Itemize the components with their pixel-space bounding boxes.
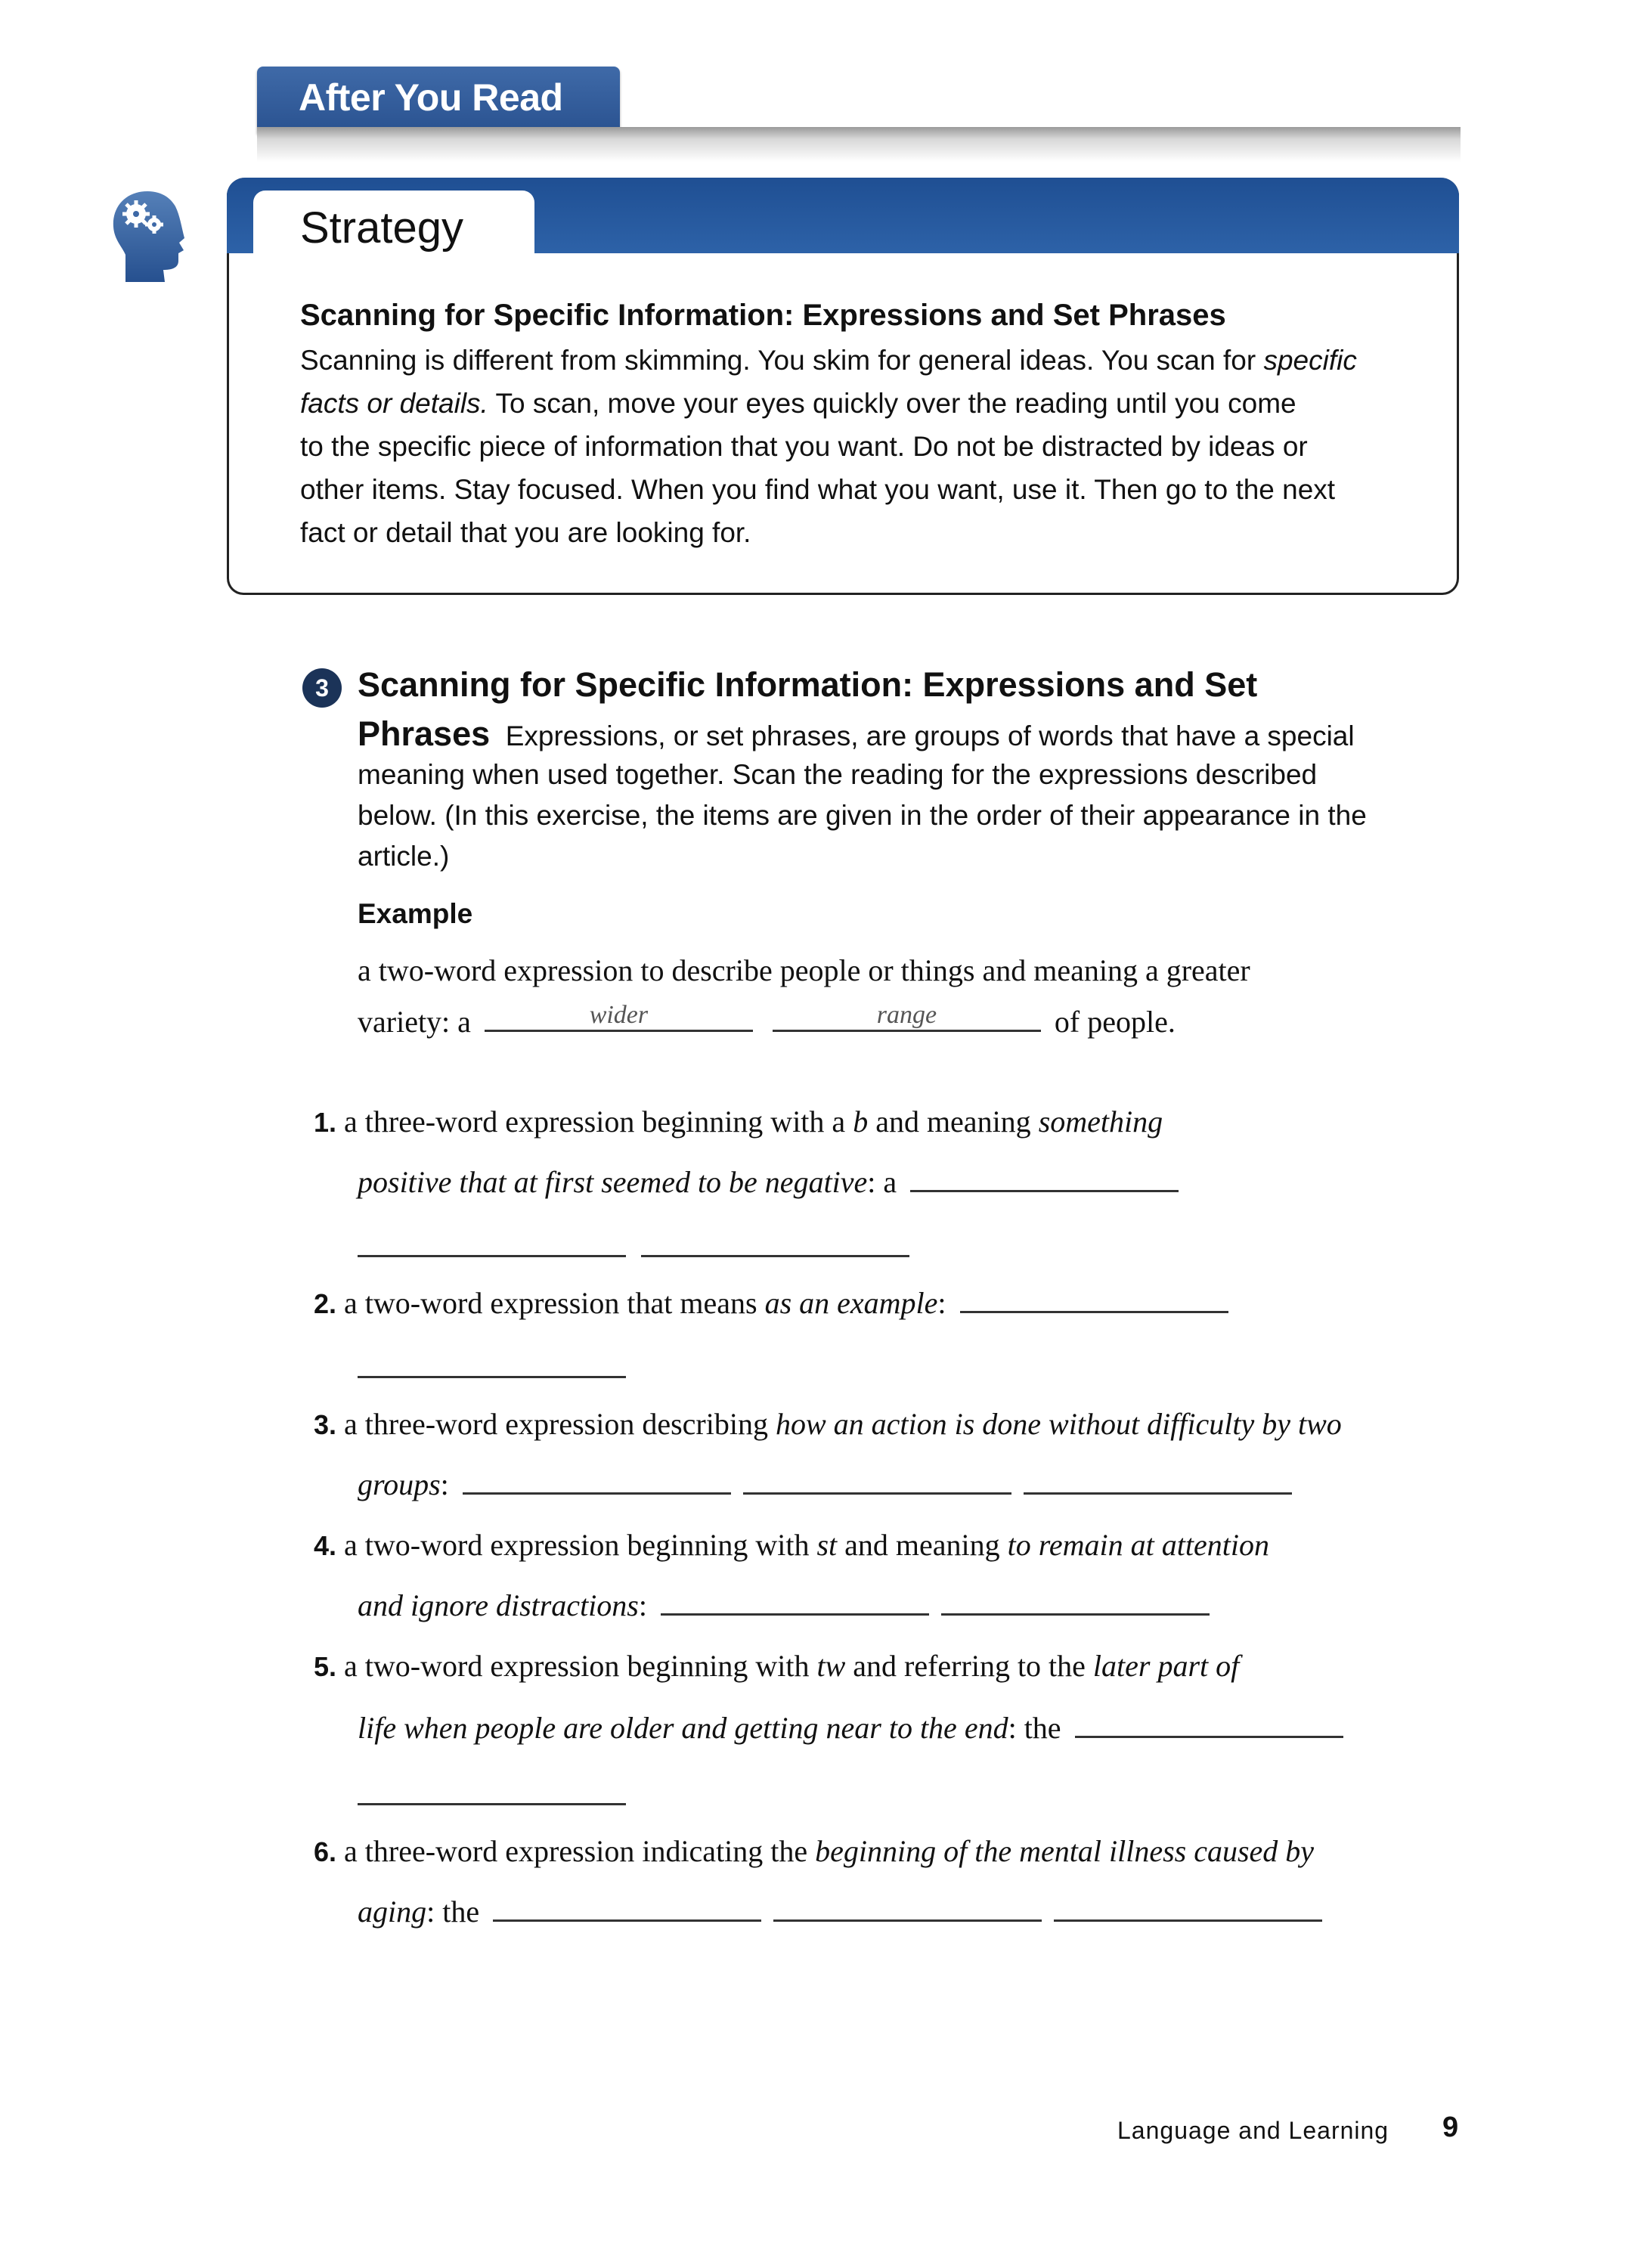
emphasis: specific bbox=[1263, 345, 1357, 376]
item-number: 3. bbox=[314, 1409, 337, 1440]
strategy-body-line: fact or detail that you are looking for. bbox=[300, 517, 751, 548]
section-divider-bar bbox=[257, 127, 1461, 162]
question-item-3-cont bbox=[358, 1467, 1298, 1502]
answer-blank-row bbox=[358, 1368, 641, 1382]
answer-blank[interactable] bbox=[485, 1001, 753, 1032]
footer-book-title: Language and Learning bbox=[1117, 2117, 1389, 2144]
exercise-instructions-line: below. (In this exercise, the items are given in the order of their appearance in the bbox=[358, 800, 1367, 831]
emphasis: groups bbox=[358, 1467, 441, 1501]
text: and meaning bbox=[837, 1528, 1008, 1562]
strategy-body-line: to the specific piece of information that you want. Do not be distracted by ideas or bbox=[300, 431, 1308, 462]
item-number: 2. bbox=[314, 1288, 337, 1319]
exercise-instructions-line: article.) bbox=[358, 841, 450, 872]
text: of people. bbox=[1054, 1005, 1176, 1039]
question-item-1-cont bbox=[358, 1164, 1185, 1200]
answer-blank[interactable] bbox=[358, 1374, 626, 1378]
answer-blank[interactable] bbox=[661, 1612, 929, 1616]
strategy-body-line: other items. Stay focused. When you find what you want, use it. Then go to the next bbox=[300, 474, 1336, 505]
exercise-instructions-line bbox=[358, 714, 1355, 754]
question-item-2 bbox=[314, 1285, 1234, 1321]
text: : bbox=[638, 1588, 647, 1622]
strategy-tab-label: Strategy bbox=[300, 203, 463, 253]
answer-blank[interactable] bbox=[910, 1188, 1179, 1192]
strategy-body-line bbox=[300, 388, 1296, 420]
question-item-6 bbox=[314, 1833, 1314, 1869]
emphasis: later part of bbox=[1092, 1649, 1240, 1683]
text: a two-word expression beginning with bbox=[344, 1528, 817, 1562]
emphasis: how an action is done without difficulty by two bbox=[775, 1407, 1342, 1441]
answer-blank[interactable] bbox=[358, 1253, 626, 1257]
answer-blank[interactable] bbox=[641, 1253, 909, 1257]
answer-blank[interactable] bbox=[743, 1491, 1011, 1495]
text: Scanning is different from skimming. You skim for general ideas. You scan for bbox=[300, 345, 1264, 376]
strategy-tab bbox=[253, 191, 534, 260]
answer-text: wider bbox=[589, 1001, 649, 1029]
answer-blank[interactable] bbox=[773, 1918, 1042, 1922]
question-item-3 bbox=[314, 1406, 1342, 1442]
text: : the bbox=[1008, 1711, 1061, 1745]
emphasis: as an example bbox=[764, 1286, 938, 1320]
text: a two-word expression that means bbox=[344, 1286, 765, 1320]
item-number: 5. bbox=[314, 1651, 337, 1682]
answer-blank[interactable] bbox=[960, 1309, 1228, 1313]
exercise-instructions-line: meaning when used together. Scan the reading for the expressions described bbox=[358, 759, 1318, 790]
answer-blank[interactable] bbox=[1024, 1491, 1292, 1495]
example-label: Example bbox=[358, 898, 473, 929]
emphasis: st bbox=[816, 1528, 838, 1562]
answer-blank-row bbox=[358, 1796, 641, 1809]
text: a two-word expression beginning with bbox=[344, 1649, 817, 1683]
head-gears-icon bbox=[106, 185, 197, 291]
question-item-4-cont bbox=[358, 1588, 1216, 1623]
item-number: 1. bbox=[314, 1107, 337, 1138]
answer-blank[interactable] bbox=[1054, 1918, 1322, 1922]
exercise-heading: Scanning for Specific Information: Expressions and Set bbox=[358, 665, 1258, 704]
item-number: 4. bbox=[314, 1530, 337, 1561]
emphasis: facts or details. bbox=[300, 388, 488, 419]
text: variety: a bbox=[358, 1005, 471, 1039]
answer-blank-row bbox=[358, 1247, 925, 1261]
text: a three-word expression describing bbox=[344, 1407, 776, 1441]
strategy-title: Scanning for Specific Information: Expressions and Set Phrases bbox=[300, 299, 1226, 332]
example-line bbox=[358, 1001, 1176, 1040]
text: : bbox=[440, 1467, 449, 1501]
answer-text: range bbox=[876, 1001, 937, 1029]
text: : a bbox=[867, 1165, 897, 1199]
exercise-heading-cont: Phrases bbox=[358, 714, 491, 753]
text: To scan, move your eyes quickly over the reading until you come bbox=[488, 388, 1296, 419]
emphasis: life when people are older and getting near to the end bbox=[358, 1711, 1008, 1745]
text: and meaning bbox=[868, 1105, 1039, 1139]
text: Expressions, or set phrases, are groups of words that have a special bbox=[505, 720, 1355, 751]
section-tab-after-you-read bbox=[257, 67, 620, 133]
answer-blank[interactable] bbox=[358, 1802, 626, 1805]
page-number: 9 bbox=[1442, 2112, 1459, 2143]
emphasis: and ignore distractions bbox=[358, 1588, 639, 1622]
text: and referring to the bbox=[845, 1649, 1093, 1683]
emphasis: to remain at attention bbox=[1007, 1528, 1269, 1562]
text: a three-word expression indicating the bbox=[344, 1834, 816, 1868]
answer-blank[interactable] bbox=[773, 1001, 1041, 1032]
emphasis: b bbox=[853, 1105, 869, 1139]
example-line: a two-word expression to describe people or things and meaning a greater bbox=[358, 953, 1250, 987]
answer-blank[interactable] bbox=[1075, 1734, 1343, 1738]
emphasis: beginning of the mental illness caused by bbox=[815, 1834, 1315, 1868]
emphasis: positive that at first seemed to be negative bbox=[358, 1165, 868, 1199]
question-item-5-cont bbox=[358, 1710, 1349, 1746]
question-item-4 bbox=[314, 1527, 1269, 1563]
question-item-5 bbox=[314, 1648, 1239, 1684]
answer-blank[interactable] bbox=[941, 1612, 1210, 1616]
answer-blank[interactable] bbox=[493, 1918, 761, 1922]
text: a three-word expression beginning with a bbox=[344, 1105, 853, 1139]
emphasis: tw bbox=[816, 1649, 846, 1683]
text: : the bbox=[426, 1895, 480, 1929]
question-item-6-cont bbox=[358, 1894, 1328, 1929]
item-number: 6. bbox=[314, 1836, 337, 1867]
text: : bbox=[937, 1286, 946, 1320]
strategy-body-line bbox=[300, 345, 1357, 376]
answer-blank[interactable] bbox=[463, 1491, 731, 1495]
question-item-1 bbox=[314, 1104, 1163, 1139]
section-tab-label: After You Read bbox=[299, 76, 563, 119]
exercise-number-badge: 3 bbox=[302, 668, 342, 708]
emphasis: something bbox=[1038, 1105, 1163, 1139]
emphasis: aging bbox=[358, 1895, 427, 1929]
